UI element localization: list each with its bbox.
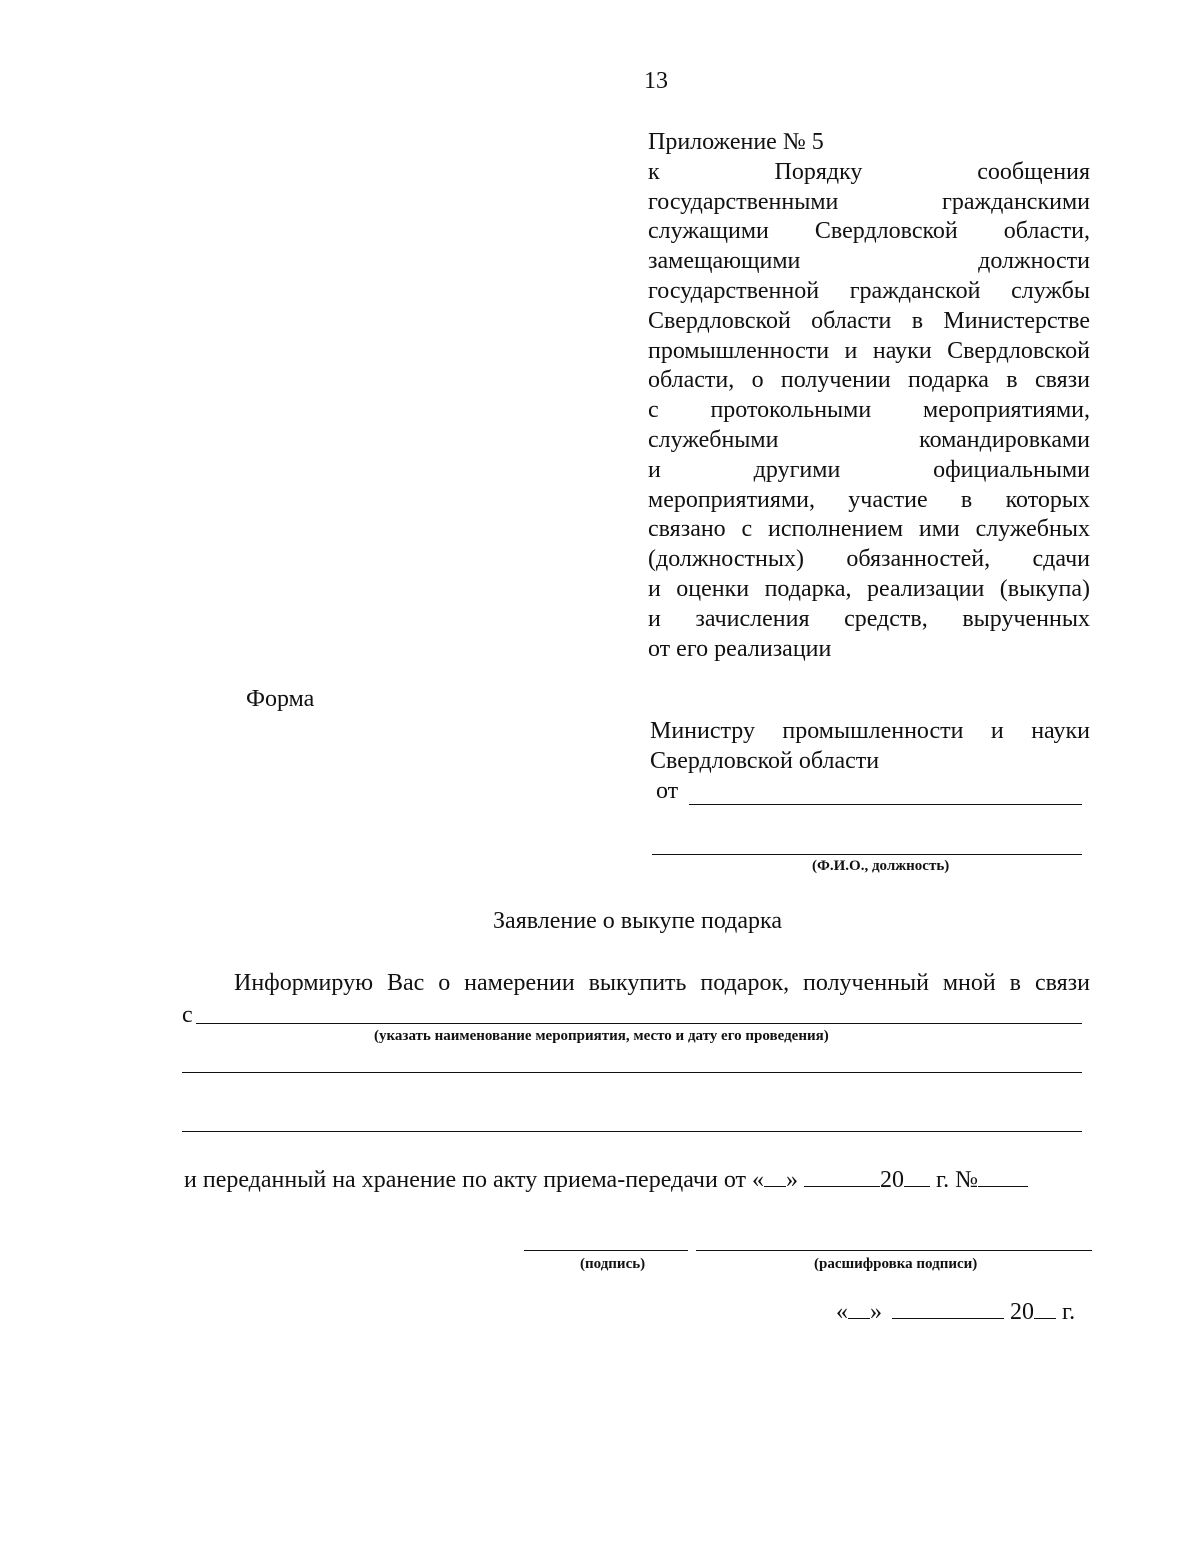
appendix-line: замещающими должности <box>648 248 1090 275</box>
appendix-line: области, о получении подарка в связи <box>648 367 1090 394</box>
document-title: Заявление о выкупе подарка <box>493 908 782 934</box>
appendix-line: государственными гражданскими <box>648 188 1090 215</box>
event-caption: (указать наименование мероприятия, место и дату его проведения) <box>374 1028 829 1044</box>
appendix-line: с протокольными мероприятиями, <box>648 397 1090 424</box>
form-label: Форма <box>246 686 315 712</box>
act-year-prefix: 20 <box>880 1167 905 1193</box>
appendix-line: (должностных) обязанностей, сдачи <box>648 546 1090 573</box>
act-year-blank[interactable] <box>904 1166 930 1187</box>
act-text: и переданный на хранение по акту приема-передачи от « <box>184 1167 765 1193</box>
date-row <box>836 1298 1075 1326</box>
addressee-line: Министру промышленности и науки <box>650 718 1090 744</box>
signature-decode-caption: (расшифровка подписи) <box>814 1256 978 1272</box>
page-number: 13 <box>644 68 668 94</box>
appendix-line: к Порядку сообщения <box>648 158 1090 185</box>
appendix-line: служащими Свердловской области, <box>648 218 1090 245</box>
from-line[interactable] <box>689 804 1082 805</box>
appendix-line: и зачисления средств, вырученных <box>648 605 1090 632</box>
event-line-2[interactable] <box>182 1072 1082 1073</box>
from-field[interactable] <box>656 778 1082 808</box>
date-month-blank[interactable] <box>892 1298 1004 1319</box>
event-line[interactable] <box>196 1023 1082 1024</box>
intro-paragraph: Информирую Вас о намерении выкупить подарок, полученный мной в связи <box>234 970 1090 996</box>
s-label: с <box>182 1002 193 1028</box>
appendix-line: служебными командировками <box>648 426 1090 453</box>
date-year-prefix: 20 <box>1010 1299 1034 1325</box>
act-line <box>184 1166 1028 1194</box>
act-year-suffix: г. № <box>936 1167 979 1193</box>
act-day-blank[interactable] <box>764 1166 786 1187</box>
appendix-block <box>648 128 1090 664</box>
appendix-line: мероприятиями, участие в которых <box>648 486 1090 513</box>
date-year-blank[interactable] <box>1034 1298 1056 1319</box>
from-label: от <box>656 778 679 804</box>
appendix-line: и оценки подарка, реализации (выкупа) <box>648 575 1090 602</box>
fio-position-line[interactable] <box>652 854 1082 855</box>
act-number-blank[interactable] <box>978 1166 1028 1187</box>
appendix-line: промышленности и науки Свердловской <box>648 337 1090 364</box>
signature-line[interactable] <box>524 1250 688 1251</box>
signature-decode-line[interactable] <box>696 1250 1092 1251</box>
addressee-block <box>650 716 1090 776</box>
act-close-quote: » <box>786 1167 799 1193</box>
appendix-line: от его реализации <box>648 635 832 662</box>
appendix-line: государственной гражданской службы <box>648 277 1090 304</box>
fio-caption: (Ф.И.О., должность) <box>812 858 950 874</box>
addressee-line: Свердловской области <box>650 748 880 774</box>
date-open-quote: « <box>836 1299 848 1325</box>
date-year-suffix: г. <box>1062 1299 1076 1325</box>
date-day-blank[interactable] <box>848 1298 870 1319</box>
appendix-line: связано с исполнением ими служебных <box>648 516 1090 543</box>
appendix-line: Свердловской области в Министерстве <box>648 307 1090 334</box>
event-line-3[interactable] <box>182 1131 1082 1132</box>
event-field[interactable] <box>182 1002 1082 1026</box>
date-close-quote: » <box>870 1299 882 1325</box>
signature-caption: (подпись) <box>580 1256 646 1272</box>
appendix-line: и другими официальными <box>648 456 1090 483</box>
act-month-blank[interactable] <box>804 1166 880 1187</box>
appendix-line: Приложение № 5 <box>648 129 824 155</box>
